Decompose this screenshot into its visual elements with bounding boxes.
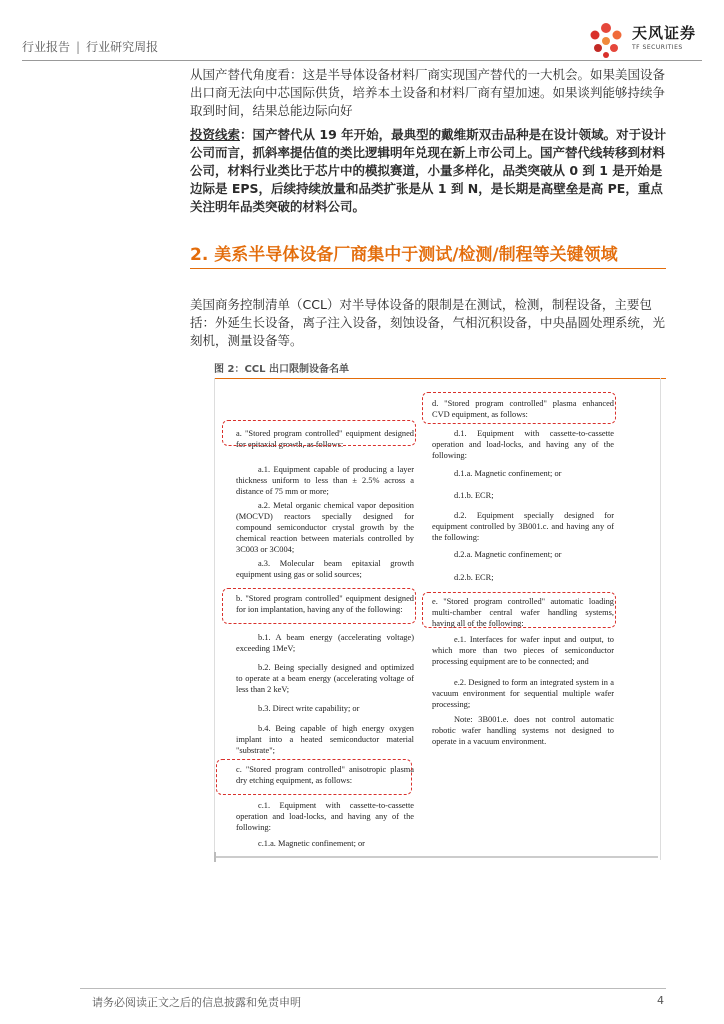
- clause-a3: a.3. Molecular beam epitaxial growth equipment using gas or solid sources;: [236, 559, 414, 579]
- investment-clues-label: 投资线索: [190, 127, 241, 142]
- highlight-box-e: [422, 592, 616, 628]
- paragraph-investment-clues: [190, 126, 668, 216]
- clause-b2: b.2. Being specially designed and optimized to operate at a beam energy (accelerating voltage of less than 2 keV;: [236, 663, 414, 694]
- clause-a: a. "Stored program controlled" equipment designed for epitaxial growth, as follows:: [236, 429, 414, 449]
- clause-e2: e.2. Designed to form an integrated system in a vacuum environment for sequential multiple wafer processing;: [432, 678, 614, 709]
- footer-disclaimer: 请务必阅读正文之后的信息披露和免责申明: [92, 996, 301, 1009]
- footer-rule: [80, 988, 666, 989]
- clause-b3: b.3. Direct write capability; or: [258, 704, 360, 713]
- report-header: [22, 38, 158, 55]
- clause-d2a: d.2.a. Magnetic confinement; or: [454, 550, 562, 559]
- clause-b4: b.4. Being capable of high energy oxygen implant into a heated semiconductor material "substrate";: [236, 724, 414, 755]
- paragraph-ccl: 美国商务控制清单（CCL）对半导体设备的限制是在测试，检测，制程设备，主要包括：外延生长设备，离子注入设备，刻蚀设备，气相沉积设备，中央晶圆处理系统，光刻机，测量设备等。: [190, 297, 666, 348]
- figure-right-border: [660, 378, 661, 860]
- logo-flower-icon: [586, 20, 626, 60]
- highlight-box-b: [222, 588, 416, 624]
- highlight-box-a: [222, 420, 416, 446]
- clause-d2: d.2. Equipment specially designed for equipment controlled by 3B001.c. and having any of the following:: [432, 511, 614, 542]
- clause-b: b. "Stored program controlled" equipment designed for ion implantation, having any of the following:: [236, 594, 414, 614]
- clause-c1: c.1. Equipment with cassette-to-cassette operation and load-locks, and having any of the following:: [236, 801, 414, 832]
- report-type: 行业报告: [22, 40, 71, 54]
- clause-a1: a.1. Equipment capable of producing a layer thickness uniform to less than ± 2.5% across a distance of 75 mm or more;: [236, 465, 414, 496]
- clause-d2b: d.2.b. ECR;: [454, 573, 494, 582]
- clause-d1a: d.1.a. Magnetic confinement; or: [454, 469, 562, 478]
- company-logo: [586, 20, 698, 60]
- clause-e: e. "Stored program controlled" automatic loading multi-chamber central wafer handling systems, having all of the following:: [432, 597, 614, 628]
- clause-d1b: d.1.b. ECR;: [454, 491, 494, 500]
- clause-note: Note: 3B001.e. does not control automatic robotic wafer handling systems not designed to operate in a vacuum environment.: [432, 715, 614, 746]
- figure-title: 图 2：CCL 出口限制设备名单: [214, 364, 349, 375]
- clause-c1a: c.1.a. Magnetic confinement; or: [258, 839, 365, 848]
- section-heading: 2. 美系半导体设备厂商集中于测试/检测/制程等关键领域: [190, 245, 618, 265]
- highlight-box-d: [422, 392, 616, 424]
- section-rule: [190, 268, 666, 269]
- figure-bottom-rule: [214, 856, 658, 858]
- clause-d1: d.1. Equipment with cassette-to-cassette operation and load-locks, and having any of the following:: [432, 429, 614, 460]
- clause-a2: a.2. Metal organic chemical vapor deposition (MOCVD) reactors specially designed for compound semiconductor crystal growth by the chemical reaction between materials controlled by 3C003 or 3C004;: [236, 501, 414, 554]
- investment-clues-body: ：国产替代从 19 年开始，最典型的戴维斯双击品种是在设计领域。对于设计公司而言，抓斜率提估值的类比逻辑明年兑现在新上市公司上。国产替代线转移到材料公司，材料行业类比于芯片中的模拟赛道，小量多样化，品类突破从 0 到 1 是开始是边际是 EPS，后续持续放量和品类扩张是从 1 到 N，是长期是高壁垒是高 PE，重点关注明年品类突破的材料公司。: [190, 127, 667, 214]
- clause-e1: e.1. Interfaces for wafer input and output, to which more than two pieces of semiconductor processing equipment are to be connected; and: [432, 635, 614, 666]
- figure-title-rule: [214, 378, 666, 379]
- figure-bottom-mark: [214, 852, 216, 862]
- header-rule: [22, 60, 702, 61]
- clause-c: c. "Stored program controlled" anisotropic plasma dry etching equipment, as follows:: [236, 765, 414, 785]
- figure-left-border: [214, 378, 215, 860]
- clause-d: d. "Stored program controlled" plasma enhanced CVD equipment, as follows:: [432, 399, 614, 419]
- highlight-box-c: [216, 759, 412, 795]
- logo-name: 天风证券: [632, 24, 697, 42]
- page-number: 4: [657, 994, 664, 1007]
- report-subtype: 行业研究周报: [86, 40, 159, 54]
- paragraph-domestic-substitution: 从国产替代角度看：这是半导体设备材料厂商实现国产替代的一大机会。如果美国设备出口商无法向中芯国际供货，培养本土设备和材料厂商有望加速。如果谈判能够持续争取到时间，结果总能边际向好: [190, 67, 666, 118]
- header-separator: |: [76, 40, 81, 54]
- clause-b1: b.1. A beam energy (accelerating voltage) exceeding 1MeV;: [236, 633, 414, 653]
- logo-subtitle: TF SECURITIES: [632, 44, 683, 51]
